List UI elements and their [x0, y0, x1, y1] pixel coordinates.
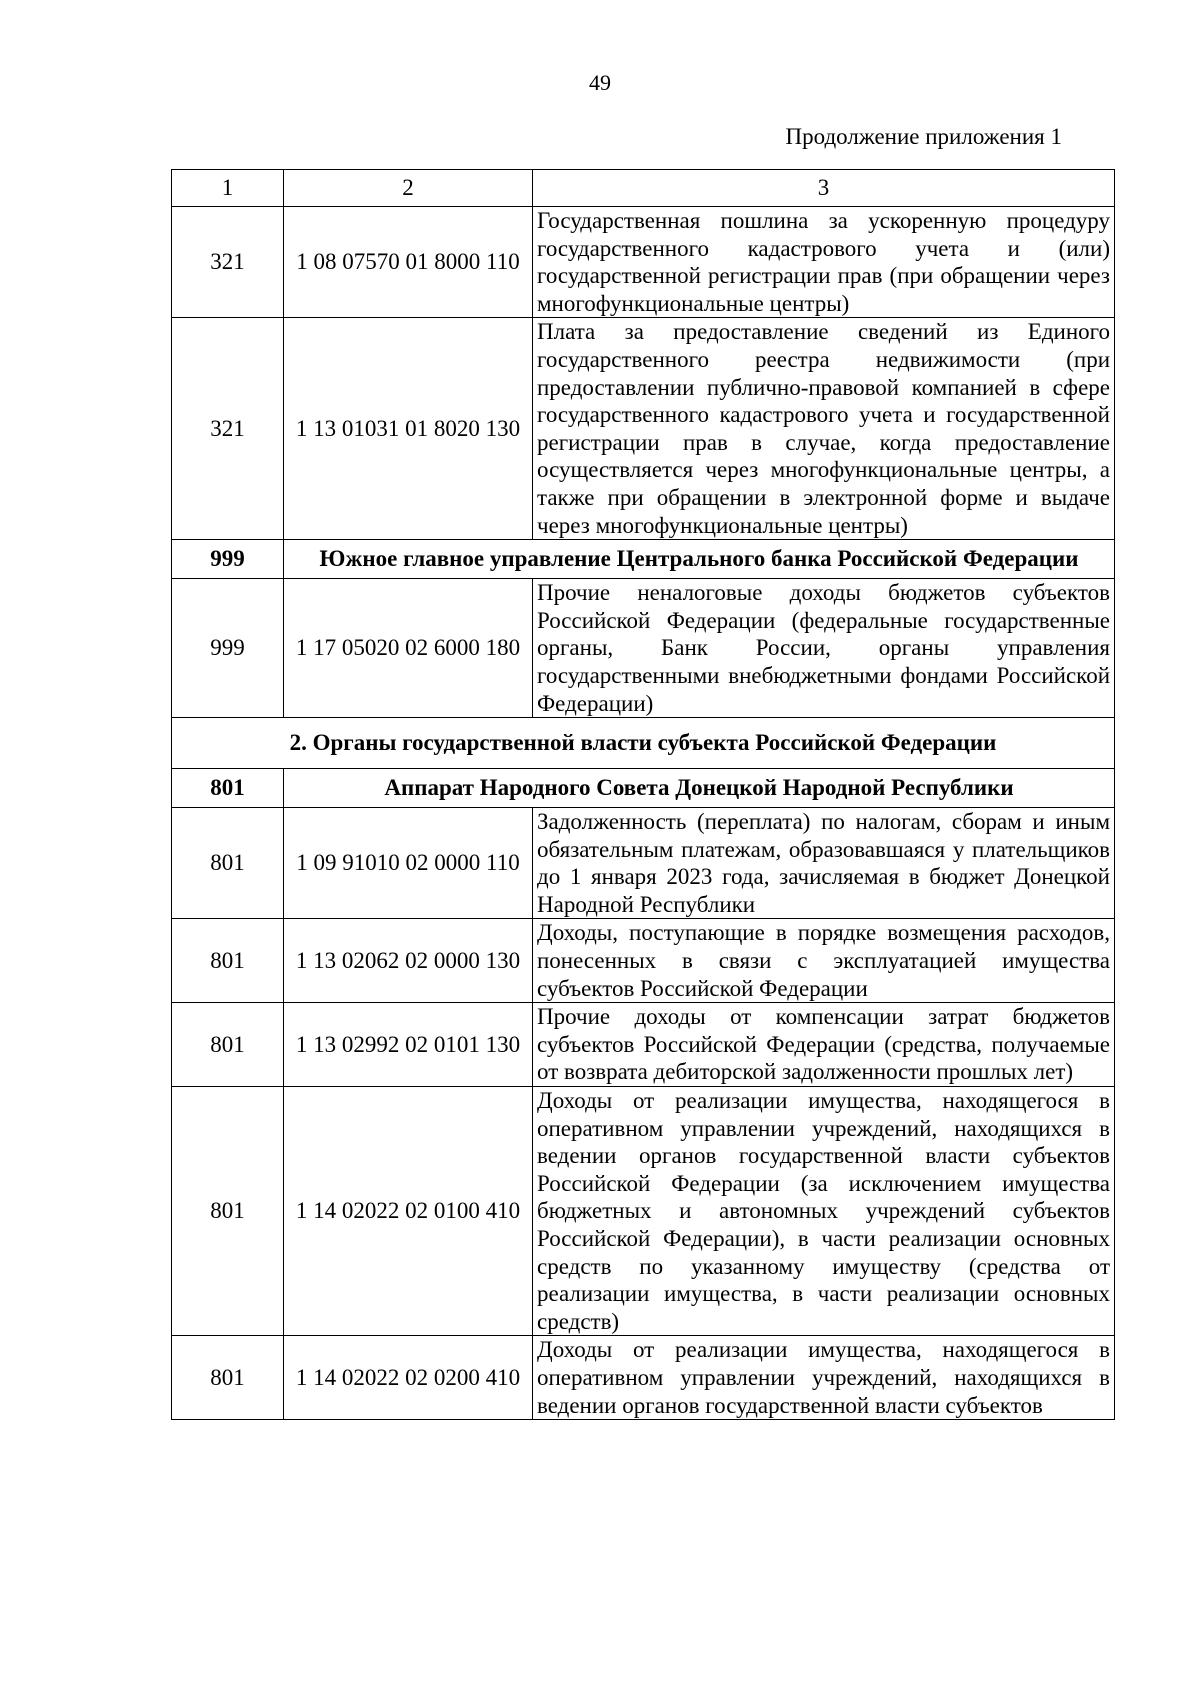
description-cell: Прочие неналоговые доходы бюджетов субъектов Российской Федерации (федеральные государственные органы, Банк России, органы управления государственными внебюджетными фондами Российской Федерации): [533, 579, 1115, 718]
table-row: [172, 579, 1115, 718]
description-cell: Задолженность (переплата) по налогам, сборам и иным обязательным платежам, образовавшаяся у плательщиков до 1 января 2023 года, зачисляемая в бюджет Донецкой Народной Республики: [533, 808, 1115, 919]
section-title: 2. Органы государственной власти субъекта Российской Федерации: [172, 718, 1115, 769]
table-row: [172, 1003, 1115, 1087]
description-cell: Прочие доходы от компенсации затрат бюджетов субъектов Российской Федерации (средства, получаемые от возврата дебиторской задолженности прошлых лет): [533, 1003, 1115, 1087]
table-row: [172, 207, 1115, 318]
table-header-row: [172, 170, 1115, 207]
organization-row: [172, 540, 1115, 579]
revenue-code-cell: 1 17 05020 02 6000 180: [284, 579, 533, 718]
admin-code-cell: 801: [172, 1336, 284, 1420]
description-cell: Плата за предоставление сведений из Единого государственного реестра недвижимости (при предоставлении публично-правовой компанией в сфере государственного кадастрового учета и государственной регистрации прав в случае, когда предоставление осуществляется через многофункциональные центры, а также при обращении в электронной форме и выдаче через многофункциональные центры): [533, 318, 1115, 540]
description-cell: Доходы, поступающие в порядке возмещения расходов, понесенных в связи с эксплуатацией имущества субъектов Российской Федерации: [533, 919, 1115, 1003]
table-row: [172, 1087, 1115, 1336]
revenue-code-cell: 1 08 07570 01 8000 110: [284, 207, 533, 318]
organization-row: [172, 769, 1115, 808]
table-row: [172, 919, 1115, 1003]
organization-name: Аппарат Народного Совета Донецкой Народной Республики: [284, 769, 1115, 808]
description-cell: Доходы от реализации имущества, находящегося в оперативном управлении учреждений, находящихся в ведении органов государственной власти субъектов Российской Федерации (за исключением имущества бюджетных и автономных учреждений субъектов Российской Федерации), в части реализации основных средств по указанному имуществу (средства от реализации имущества, в части реализации основных средств): [533, 1087, 1115, 1336]
section-row: [172, 718, 1115, 769]
page-number: 49: [589, 70, 611, 95]
revenue-code-cell: 1 14 02022 02 0100 410: [284, 1087, 533, 1336]
admin-code-cell: 321: [172, 207, 284, 318]
admin-code-cell: 801: [172, 1087, 284, 1336]
revenue-code-cell: 1 09 91010 02 0000 110: [284, 808, 533, 919]
column-header: 3: [533, 170, 1115, 207]
description-cell: Доходы от реализации имущества, находящегося в оперативном управлении учреждений, находящихся в ведении органов государственной власти субъектов: [533, 1336, 1115, 1420]
table-row: [172, 1336, 1115, 1420]
continuation-label: Продолжение приложения 1: [785, 124, 1062, 149]
organization-name: Южное главное управление Центрального банка Российской Федерации: [284, 540, 1115, 579]
revenue-codes-table: [171, 169, 1115, 1420]
revenue-code-cell: 1 13 01031 01 8020 130: [284, 318, 533, 540]
admin-code-cell: 801: [172, 1003, 284, 1087]
admin-code-cell: 321: [172, 318, 284, 540]
description-cell: Государственная пошлина за ускоренную процедуру государственного кадастрового учета и (или) государственной регистрации прав (при обращении через многофункциональные центры): [533, 207, 1115, 318]
admin-code-cell: 999: [172, 540, 284, 579]
table-row: [172, 318, 1115, 540]
admin-code-cell: 801: [172, 919, 284, 1003]
revenue-code-cell: 1 14 02022 02 0200 410: [284, 1336, 533, 1420]
admin-code-cell: 999: [172, 579, 284, 718]
admin-code-cell: 801: [172, 769, 284, 808]
column-header: 1: [172, 170, 284, 207]
table-row: [172, 808, 1115, 919]
revenue-code-cell: 1 13 02992 02 0101 130: [284, 1003, 533, 1087]
admin-code-cell: 801: [172, 808, 284, 919]
column-header: 2: [284, 170, 533, 207]
revenue-code-cell: 1 13 02062 02 0000 130: [284, 919, 533, 1003]
